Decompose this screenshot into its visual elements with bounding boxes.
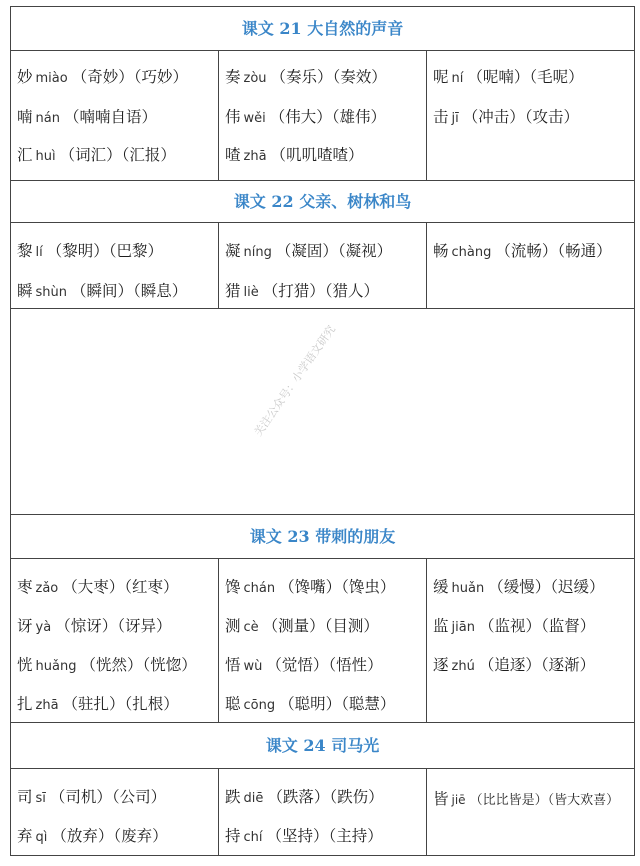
entry-words: （伟大）（雄伟） [269, 108, 387, 126]
section-title: 课文 21 大自然的声音 [11, 7, 634, 51]
entry-pinyin: sī [35, 791, 46, 806]
entry-char: 司 [17, 788, 33, 806]
entry-char: 缓 [433, 578, 449, 596]
entry-char: 畅 [433, 242, 449, 260]
entry-pinyin: diē [243, 791, 264, 806]
word-entry [225, 785, 384, 807]
word-entry [225, 279, 379, 301]
entry-char: 喳 [225, 146, 241, 164]
word-entry [433, 239, 612, 261]
entry-char: 恍 [17, 656, 33, 674]
entry-pinyin: zǎo [35, 581, 59, 596]
word-entry [433, 65, 584, 87]
entry-pinyin: miào [35, 71, 68, 86]
entry-pinyin: zòu [243, 71, 267, 86]
entry-char: 汇 [17, 146, 33, 164]
entry-pinyin: jiān [451, 620, 475, 635]
word-entry [17, 143, 176, 165]
word-entry [433, 787, 619, 809]
word-column [218, 769, 426, 855]
word-entry [225, 692, 395, 714]
section-title: 课文 23 带刺的朋友 [11, 514, 634, 559]
entry-pinyin: chàng [451, 245, 492, 260]
entry-char: 持 [225, 827, 241, 845]
entry-words: （呢喃）（毛呢） [467, 68, 584, 86]
entry-pinyin: jī [451, 111, 459, 126]
entry-pinyin: huǎng [35, 659, 77, 674]
entry-words: （聪明）（聪慧） [279, 695, 396, 713]
entry-char: 黎 [17, 242, 33, 260]
entry-words: （大枣）（红枣） [62, 578, 179, 596]
word-column [218, 223, 426, 308]
vocabulary-table [10, 6, 635, 856]
entry-pinyin: zhā [243, 149, 267, 164]
entry-words: （觉悟）（悟性） [266, 656, 383, 674]
word-entry [225, 239, 392, 261]
word-entry [17, 105, 157, 127]
section-title: 课文 24 司马光 [11, 723, 634, 769]
entry-words: （奇妙）（巧妙） [71, 68, 188, 86]
entry-char: 奏 [225, 68, 241, 86]
entry-pinyin: jiē [451, 793, 466, 807]
word-entry [225, 143, 364, 165]
word-entry [17, 824, 168, 846]
entry-pinyin: qì [35, 830, 48, 845]
entry-char: 瞬 [17, 282, 33, 300]
entry-pinyin: chán [243, 581, 276, 596]
word-entry [225, 65, 387, 87]
entry-pinyin: cōng [243, 698, 276, 713]
word-column [218, 51, 426, 180]
entry-pinyin: lí [35, 245, 43, 260]
section-row [11, 223, 634, 309]
watermark-text: 关注公众号：小学语文研究 [251, 323, 338, 439]
entry-pinyin: huì [35, 149, 56, 164]
entry-char: 测 [225, 617, 241, 635]
word-column [426, 559, 634, 722]
entry-pinyin: huǎn [451, 581, 485, 596]
entry-char: 伟 [225, 108, 241, 126]
entry-pinyin: níng [243, 245, 272, 260]
word-column [11, 223, 218, 308]
entry-words: （驻扎）（扎根） [62, 695, 179, 713]
entry-words: （喃喃自语） [63, 108, 157, 126]
word-entry [225, 575, 395, 597]
entry-words: （放弃）（废弃） [51, 827, 168, 845]
section-row [11, 51, 634, 181]
word-entry [433, 575, 604, 597]
section-row [11, 769, 634, 855]
word-entry [17, 239, 163, 261]
entry-words: （跌落）（跌伤） [267, 788, 384, 806]
entry-words: （监视）（监督） [478, 617, 596, 635]
entry-pinyin: wù [243, 659, 263, 674]
entry-words: （冲击）（攻击） [462, 108, 580, 126]
entry-pinyin: zhú [451, 659, 475, 674]
entry-words: （测量）（目测） [262, 617, 379, 635]
entry-char: 扎 [17, 695, 33, 713]
entry-pinyin: zhā [35, 698, 59, 713]
entry-words: （奏乐）（奏效） [270, 68, 387, 86]
entry-char: 凝 [225, 242, 241, 260]
word-entry [433, 105, 579, 127]
word-entry [433, 614, 595, 636]
entry-char: 呢 [433, 68, 449, 86]
word-entry [225, 824, 383, 846]
word-entry [433, 653, 595, 675]
word-entry [17, 279, 187, 301]
entry-char: 喃 [17, 108, 33, 126]
entry-char: 弃 [17, 827, 33, 845]
section-row [11, 559, 634, 723]
entry-words: （黎明）（巴黎） [46, 242, 164, 260]
word-column [11, 559, 218, 722]
section-title: 课文 22 父亲、树林和鸟 [11, 181, 634, 223]
entry-char: 猎 [225, 282, 241, 300]
entry-char: 枣 [17, 578, 33, 596]
entry-words: （追逐）（逐渐） [478, 656, 596, 674]
word-entry [225, 614, 379, 636]
entry-pinyin: chí [243, 830, 263, 845]
word-column [11, 769, 218, 855]
entry-char: 皆 [433, 790, 449, 808]
entry-pinyin: cè [243, 620, 259, 635]
entry-words: （叽叽喳喳） [270, 146, 364, 164]
entry-pinyin: ní [451, 71, 464, 86]
entry-pinyin: liè [243, 285, 259, 300]
word-entry [225, 653, 383, 675]
word-column [426, 223, 634, 308]
word-entry [17, 785, 166, 807]
word-column [426, 51, 634, 180]
entry-pinyin: nán [35, 111, 60, 126]
entry-char: 跌 [225, 788, 241, 806]
entry-words: （打猎）（猎人） [262, 282, 380, 300]
entry-words: （恍然）（恍惚） [80, 656, 197, 674]
entry-char: 讶 [17, 617, 33, 635]
entry-words: （惊讶）（讶异） [55, 617, 172, 635]
entry-char: 监 [433, 617, 449, 635]
word-entry [17, 614, 171, 636]
entry-words: （流畅）（畅通） [495, 242, 612, 260]
entry-words: （缓慢）（迟缓） [488, 578, 605, 596]
word-entry [17, 575, 179, 597]
word-column [11, 51, 218, 180]
entry-char: 馋 [225, 578, 241, 596]
entry-char: 悟 [225, 656, 241, 674]
entry-char: 聪 [225, 695, 241, 713]
entry-words: （司机）（公司） [49, 788, 167, 806]
entry-words: （坚持）（主持） [266, 827, 383, 845]
entry-pinyin: shùn [35, 285, 68, 300]
word-entry [225, 105, 386, 127]
entry-pinyin: wěi [243, 111, 266, 126]
entry-words: （馋嘴）（馋虫） [279, 578, 396, 596]
entry-words: （词汇）（汇报） [59, 146, 176, 164]
word-entry [17, 65, 188, 87]
word-column [218, 559, 426, 722]
entry-words: （凝固）（凝视） [275, 242, 393, 260]
entry-words: （瞬间）（瞬息） [71, 282, 188, 300]
entry-char: 击 [433, 108, 449, 126]
entry-char: 妙 [17, 68, 33, 86]
word-entry [17, 653, 197, 675]
entry-pinyin: yà [35, 620, 52, 635]
word-column [426, 769, 634, 855]
word-entry [17, 692, 179, 714]
entry-char: 逐 [433, 656, 449, 674]
entry-words: （比比皆是）（皆大欢喜） [469, 793, 620, 808]
